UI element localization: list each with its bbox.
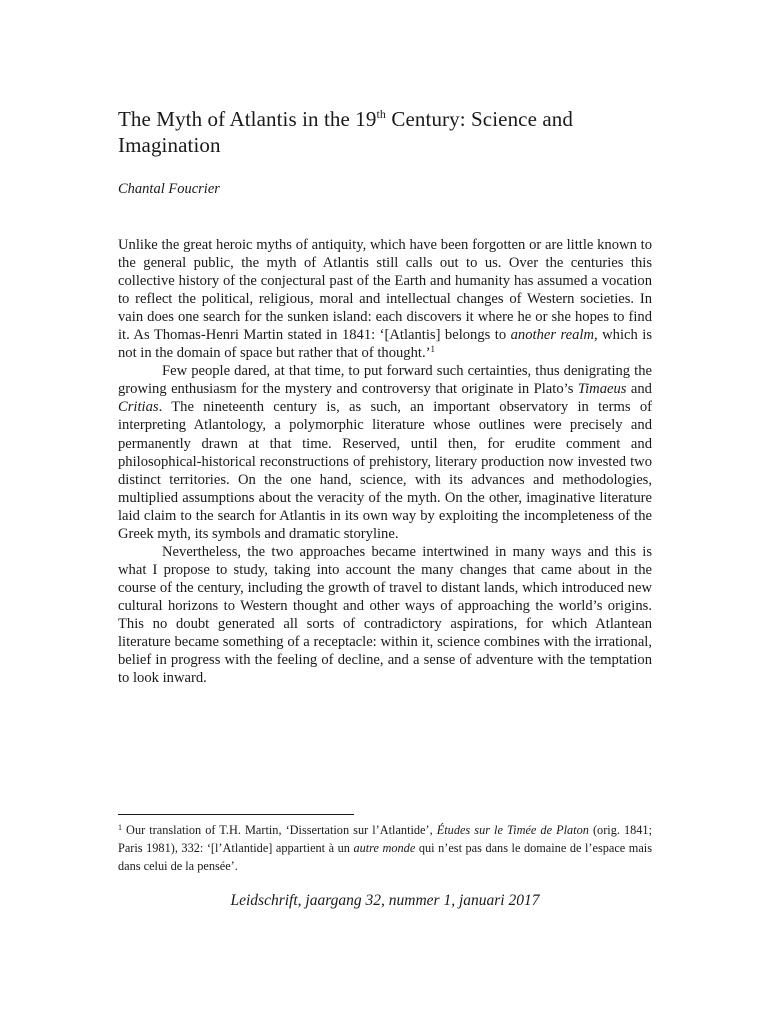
article-body [118, 236, 652, 687]
paragraph-2-emphasis-critias: Critias [118, 399, 159, 416]
footnote-number: 1 [118, 823, 122, 832]
paragraph-2-text-b: and [626, 381, 652, 398]
journal-footer: Leidschrift, jaargang 32, nummer 1, januari 2017 [230, 892, 540, 909]
footnote-reference: 1 [430, 344, 435, 355]
author-name: Chantal Foucrier [118, 181, 220, 197]
article-title [118, 106, 652, 158]
paragraph-1-text-a: Unlike the great heroic myths of antiquity, which have been forgotten or are little known to the general public, the myth of Atlantis still calls out to us. Over the centuries this collective history of the conjectural past of the Earth and humanity has assumed a vocation to reflect the political, religious, moral and intellectual changes of Western societies. In vain does one search for the sunken island: each discovers it where he or she hopes to find it. As Thomas-Henri Martin stated in 1841: ‘[Atlantis] belongs to [118, 237, 652, 344]
footnote-emphasis-etudes: Études sur le Timée de Platon [436, 823, 589, 837]
footnote [118, 821, 652, 875]
title-text-part2: Century: Science and Imagination [118, 107, 573, 157]
paragraph-1 [118, 236, 652, 362]
footnote-emphasis-autre-monde: autre monde [353, 841, 416, 855]
paragraph-1-text-b: which is not in the domain of space but rather that of thought.’ [118, 327, 652, 362]
footnote-text-c: qui n’est pas dans le domaine de l’espace mais dans celui de la pensée’. [118, 841, 653, 873]
paragraph-1-emphasis: another realm, [510, 327, 598, 344]
paragraph-3: Nevertheless, the two approaches became intertwined in many ways and this is what I propose to study, taking into account the many changes that came about in the course of the century, including the growth of travel to distant lands, which introduced new cultural horizons to Western thought and other ways of approaching the world’s origins. This no doubt generated all sorts of contradictory aspirations, for which Atlantean literature became something of a receptacle: within it, science combines with the irrational, belief in progress with the feeling of decline, and a sense of adventure with the temptation to look inward. [118, 543, 652, 687]
paragraph-2-text-a: Few people dared, at that time, to put forward such certainties, thus denigrating the growing enthusiasm for the mystery and controversy that originate in Plato’s [118, 363, 652, 398]
title-superscript: th [376, 107, 387, 121]
paragraph-2-text-c: . The nineteenth century is, as such, an important observatory in terms of interpreting Atlantology, a polymorphic literature whose outlines were precisely and permanently drawn at that time. Reserved, until then, for erudite comment and philosophical-historical reconstructions of prehistory, literary production now invested two distinct territories. On the one hand, science, with its advances and methodologies, multiplied assumptions about the veracity of the myth. On the other, imaginative literature laid claim to the search for Atlantis in its own way by exploiting the incompleteness of the Greek myth, its symbols and dramatic storyline. [118, 399, 652, 542]
paragraph-2 [118, 362, 652, 542]
footnote-text-a: Our translation of T.H. Martin, ‘Dissertation sur l’Atlantide’, [122, 823, 437, 837]
title-text-part1: The Myth of Atlantis in the 19 [118, 107, 377, 131]
footnote-text-b: (orig. 1841; Paris 1981), 332: ‘[l’Atlantide] appartient à un [118, 823, 652, 855]
paragraph-2-emphasis-timaeus: Timaeus [577, 381, 627, 398]
footnote-separator [118, 814, 354, 815]
